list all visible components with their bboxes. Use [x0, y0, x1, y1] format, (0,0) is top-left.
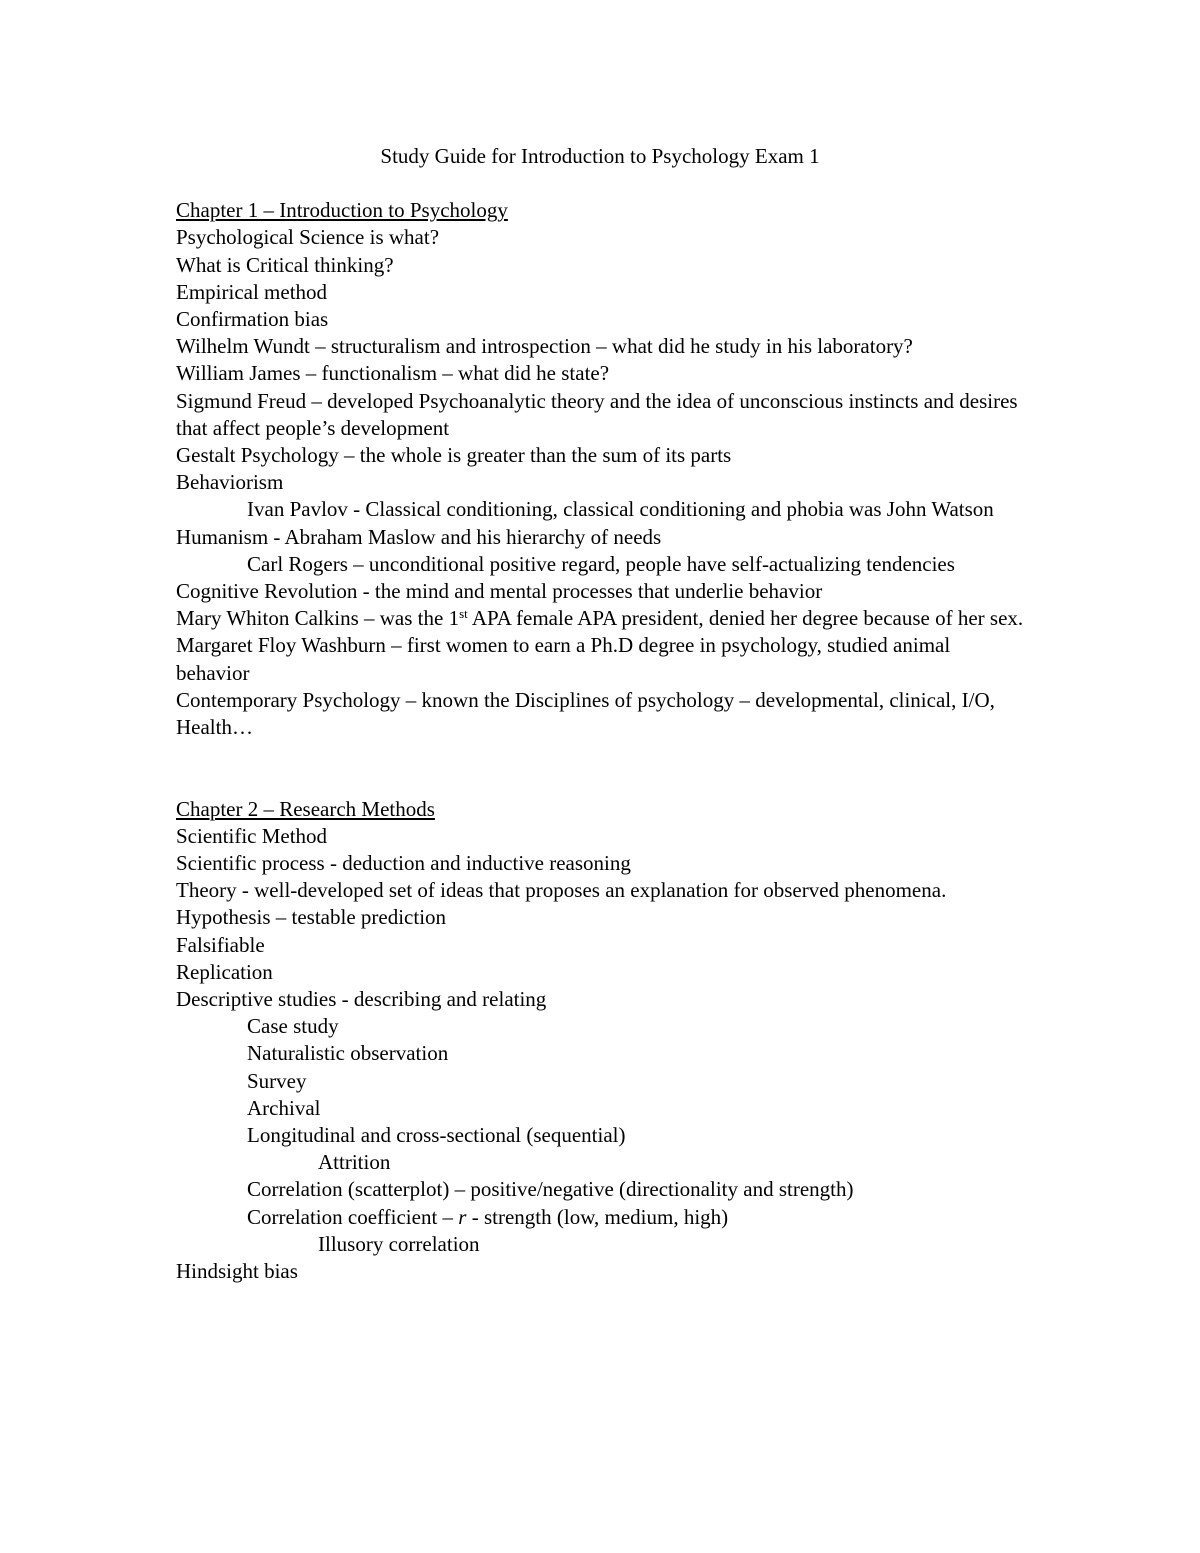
list-item: Empirical method	[176, 279, 328, 304]
chapter-1-heading: Chapter 1 – Introduction to Psychology	[176, 198, 508, 223]
list-item: Theory - well-developed set of ideas that proposes an explanation for observed phenomena.	[176, 878, 947, 903]
chapter-2-heading: Chapter 2 – Research Methods	[176, 796, 435, 821]
list-subsubitem: Attrition	[318, 1150, 391, 1175]
item-text: Correlation coefficient –	[247, 1204, 459, 1229]
chapter-2-section	[176, 796, 1026, 1286]
list-item: Descriptive studies - describing and relating	[176, 987, 547, 1012]
list-item: Scientific process - deduction and inductive reasoning	[176, 851, 631, 876]
list-subsubitem: Illusory correlation	[318, 1231, 480, 1256]
list-item: Scientific Method	[176, 823, 328, 848]
list-item: Replication	[176, 959, 273, 984]
list-item: What is Critical thinking?	[176, 252, 394, 277]
list-item: Hindsight bias	[176, 1259, 298, 1284]
list-item: Hypothesis – testable prediction	[176, 905, 447, 930]
list-subitem: Survey	[247, 1068, 307, 1093]
page-title: Study Guide for Introduction to Psychology Exam 1	[380, 144, 820, 168]
ordinal-suffix: st	[459, 606, 468, 622]
list-subitem	[176, 1204, 1026, 1231]
list-item: Contemporary Psychology – known the Disciplines of psychology – developmental, clinical, I/O, Health…	[176, 687, 995, 740]
list-subitem: Case study	[247, 1014, 339, 1039]
list-subitem: Archival	[247, 1095, 321, 1120]
item-text: Mary Whiton Calkins – was the 1	[176, 606, 460, 631]
list-item: Psychological Science is what?	[176, 225, 440, 250]
list-subitem: Carl Rogers – unconditional positive regard, people have self-actualizing tendencies	[247, 551, 955, 576]
list-item: Humanism - Abraham Maslow and his hierarchy of needs	[176, 524, 662, 549]
spacer	[176, 741, 1026, 795]
document-content	[176, 143, 1026, 1285]
list-item: Gestalt Psychology – the whole is greater than the sum of its parts	[176, 443, 732, 468]
item-text: - strength (low, medium, high)	[466, 1204, 729, 1229]
list-subitem: Naturalistic observation	[247, 1041, 449, 1066]
spacer	[176, 170, 1026, 197]
list-item: Confirmation bias	[176, 307, 329, 331]
r-symbol: r	[458, 1204, 467, 1229]
list-subitem: Correlation (scatterplot) – positive/negative (directionality and strength)	[247, 1177, 854, 1202]
list-item	[176, 605, 1026, 632]
item-text: APA female APA president, denied her degree because of her sex.	[467, 606, 1024, 631]
list-item: Margaret Floy Washburn – first women to earn a Ph.D degree in psychology, studied animal behavior	[176, 633, 951, 685]
list-item: Wilhelm Wundt – structuralism and introspection – what did he study in his laboratory?	[176, 334, 913, 359]
list-subitem: Longitudinal and cross-sectional (sequential)	[247, 1123, 626, 1148]
list-item: William James – functionalism – what did he state?	[176, 361, 610, 386]
list-item: Sigmund Freud – developed Psychoanalytic theory and the idea of unconscious instincts and desires that affect people’s development	[176, 388, 1018, 440]
list-item: Cognitive Revolution - the mind and mental processes that underlie behavior	[176, 579, 823, 604]
list-item: Behaviorism	[176, 470, 284, 495]
list-item: Falsifiable	[176, 932, 265, 957]
chapter-1-section	[176, 197, 1026, 741]
list-subitem: Ivan Pavlov - Classical conditioning, classical conditioning and phobia was John Watson	[247, 497, 994, 522]
